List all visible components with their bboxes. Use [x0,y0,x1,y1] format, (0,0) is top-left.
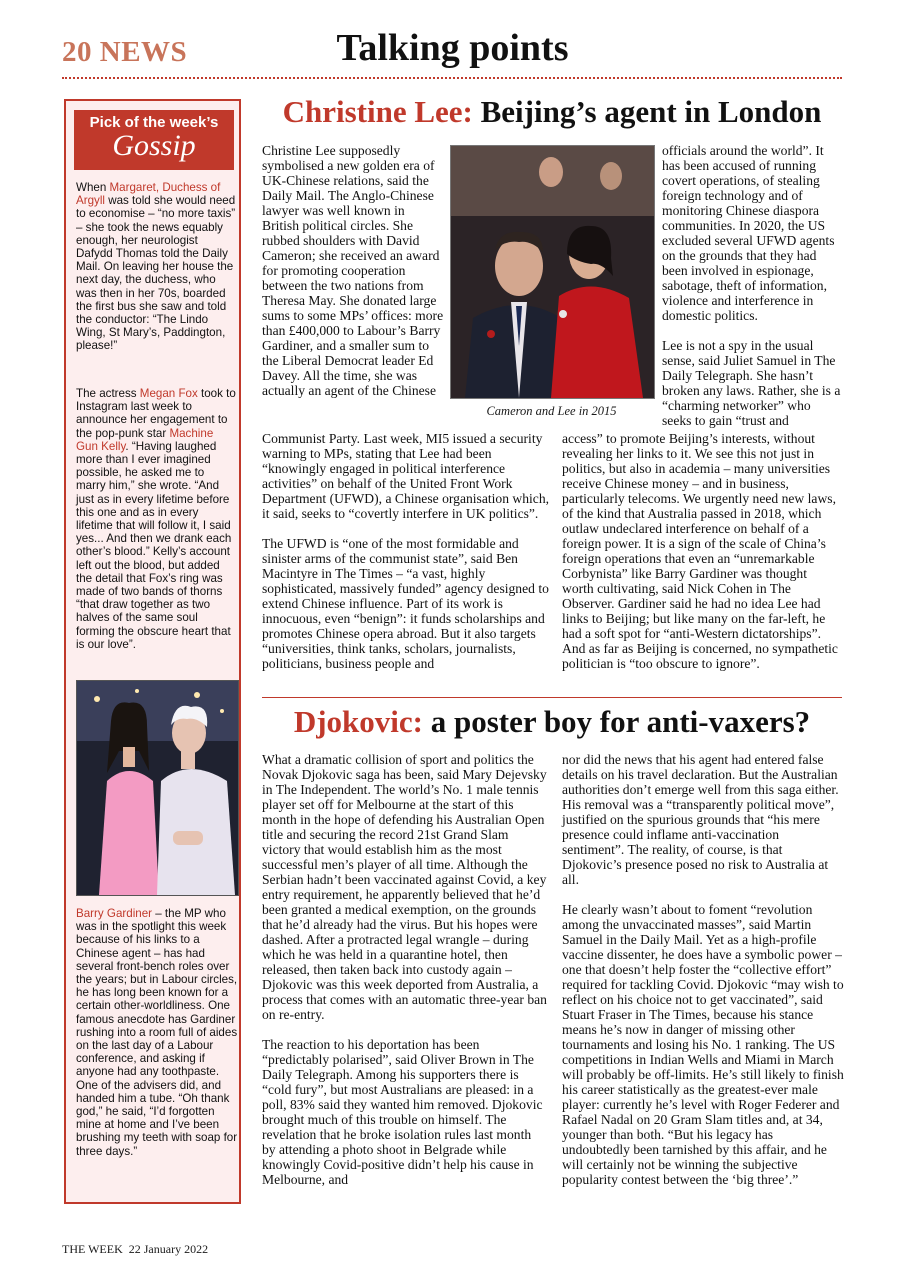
gossip-text: took to Instagram last week to announce her engagement to the pop-punk star [76,387,236,440]
header-divider [62,77,842,79]
page-footer: THE WEEK 22 January 2022 [62,1242,209,1256]
paragraph: The UFWD is “one of the most formidable and sinister arms of the communist state”, said Ben Macintyre in The Times – “a vast, highly sophisticated, massively funded” agency designed to extend Chinese influence. Part of its work is innocuous, even “benign”: it funds scholarships and promotes Chinese opera abroad. But it also targets “universities, think tanks, scholars, journalists, politicians, business people and [262,536,549,671]
gossip-item-gardiner [76,907,238,1158]
gossip-text: – the MP who was in the spotlight this week because of his links to a Chinese agent – has had several front-bench roles over the years; but in Labour circles, he has long been known for a certain other-worldliness. One famous anecdote has Gardiner rushing into a room full of aides on the last day of a Labour conference, and asking if anyone had any toothpaste. One of the advisers did, and handed him a tube. “Oh thank god,” he said, “I’d forgotten mine at home and I’ve been brushing my teeth with soap for three days.” [76,907,238,1158]
headline-rest: Beijing’s agent in London [472,94,822,129]
gossip-name-highlight: Margaret, Duchess of Argyll [76,181,221,208]
paragraph: What a dramatic collision of sport and politics the Novak Djokovic saga has been, said Mary Dejevsky in The Independent. The world’s No. 1 male tennis player set off for Melbourne at the start of this month in the hope of defending his Australian Open title and securing the record 21st Grand Slam victory that would establish him as the most successful men’s player of all time. Although the Serbian hadn’t been vaccinated against Covid, a key entry requirement, he apparently believed that he’d been granted a medical exemption, on the grounds that he’d already had the virus. But his hopes were dashed. After a protracted legal wrangle – during which he was held in a quarantine hotel, then released, then taken back into custody again – Djokovic was this week deported from Australia, a process that comes with an automatic three-year ban on re-entry. [262,752,547,1022]
paragraph: officials around the world”. It has been accused of running covert operations, of stealing foreign technology and of monitoring Chinese diaspora communities. In 2020, the US excluded several UFWD agents on the grounds that they had been involved in espionage, sabotage, theft of information, violence and interference in domestic politics. [662,143,835,323]
page-title: Talking points [336,27,569,69]
gossip-pick-label: Pick of the week’s [89,114,219,131]
paragraph: Lee is not a spy in the usual sense, said Juliet Samuel in The Daily Telegraph. She hasn’t broken any laws. Rather, she is a “charming networker” who seeks to gain “trust and [662,338,841,428]
cameron-lee-photo [450,145,655,399]
paragraph: nor did the news that his agent had entered false details on his travel declaration. But the Australian authorities don’t emerge well from this saga either. His removal was a “transparently political move”, justified on the spurious grounds that “his mere presence could inflame anti-vaccination sentiment”. The reality, of course, is that Djokovic’s presence posed no risk to Australia at all. [562,752,839,887]
article1-column1-top: Christine Lee supposedly symbolised a new golden era of UK-Chinese relations, said the Daily Mail. The Anglo-Chinese lawyer was well known in British political circles. She rubbed shoulders with David Cameron; she received an award for promoting cooperation between the two nations from Theresa May. She donated large sums to some MPs’ offices: more than £400,000 to Labour’s Barry Gardiner, and a smaller sum to the Liberal Democrat leader Ed Davey. All the time, she was actually an agent of the Chinese [262,143,444,398]
gossip-text: . “Having laughed more than I ever imagined possible, he asked me to marry him,” she wrote. “And just as in every lifetime before this one and as in every lifetime that will follow it, I said yes... And then we drank each other’s blood.” Kelly’s account left out the blood, but added the detail that Fox’s ring was made of two bands of thorns “that draw together as two halves of the same soul forming the obscure heart that is our love”. [76,439,232,651]
gossip-text: was told she would need to economise – “no more taxis” – she took the news equably enough, her neurologist Dafydd Thomas told the Daily Mail. On leaving her house the next day, the duchess, who was then in her 70s, boarded the first bus she saw and told the conductor: “The Lindo Wing, St Mary’s, Paddington, please!” [76,194,236,353]
headline-subject: Christine Lee: [282,94,473,129]
paragraph: Communist Party. Last week, MI5 issued a security warning to MPs, stating that Lee had been “knowingly engaged in political interference activities” on behalf of the United Front Work Department (UFWD), a Chinese organisation which, it said, seeks to “covertly interfere in UK politics”. [262,431,550,521]
gossip-banner [74,110,234,170]
paragraph: The reaction to his deportation has been “predictably polarised”, said Oliver Brown in The Daily Telegraph. Among his supporters there is “cold fury”, but most Australians are pleased: in a poll, 83% said they wanted him removed. Djokovic brought much of this trouble on himself. The revelation that he broke isolation rules last month by attending a photo shoot in Belgrade while knowingly Covid-positive didn’t help his cause in Melbourne, and [262,1037,543,1187]
cameron-lee-illustration [451,146,654,398]
article2-column1 [262,752,547,1187]
article-headline-christine-lee [262,94,842,130]
paragraph: He clearly wasn’t about to foment “revolution among the unvaccinated masses”, said Martin Samuel in the Daily Mail. Yet as a high-profile vaccine dissenter, he does have a symbolic power – one that doesn’t help foster the “collective effort” required for tackling Covid. Djokovic “may wish to reflect on his choice not to get vaccinated”, said Stuart Fraser in The Times, because his stance means he’s now in danger of missing other tournaments and losing his No. 1 ranking. The US competitions in Indian Wells and Miami in March will probably be off-limits. He’s still likely to finish his career statistically as the greatest-ever male player: currently he’s level with Roger Federer and Rafael Nadal on 20 Gram Slam titles and, at 34, younger than both. “But his legacy has undoubtedly been tarnished by this affair, and he will certainly not be winning the subjective popularity contest between the ‘big three’.” [562,902,844,1187]
fox-kelly-photo [76,680,239,896]
gossip-name-highlight: Machine Gun Kelly [76,426,214,453]
fox-kelly-illustration [77,681,238,895]
article-divider [262,697,842,698]
gossip-title: Gossip [112,129,196,162]
gossip-name-highlight: Barry Gardiner [76,907,153,920]
gossip-name-highlight: Megan Fox [139,387,198,400]
gossip-item-duchess [76,181,236,353]
article1-column2-top [662,143,842,428]
section-name: NEWS [99,36,188,68]
headline-subject: Djokovic: [293,704,423,739]
article1-column1-bottom [262,431,552,671]
article-headline-djokovic [262,704,842,740]
photo-caption: Cameron and Lee in 2015 [486,404,617,418]
page-number: 20 [62,36,92,68]
article2-column2 [562,752,844,1187]
gossip-text: The actress [76,387,140,400]
gossip-item-megan-fox [76,387,236,651]
article1-column2-bottom: access” to promote Beijing’s interests, without revealing her links to it. We see this not just in politics, but also in academia – many universities receive Chinese money – and in business, particularly telecoms. We urgently need new laws, of the kind that Australia passed in 2018, which outlaw undeclared interference on behalf of a foreign power. It is a sign of the scale of China’s foreign operations that even an “unremarkable Corbynista” like Barry Gardiner was thought worth cultivating, said Nick Cohen in The Observer. Gardiner said he had no idea Lee had links to Beijing; but like many on the far-left, he had a soft spot for “anti-Western dictatorships”. And as far as Beijing is concerned, no sympathetic politician is “too obscure to ignore”. [562,431,838,671]
gossip-text: When [76,181,110,194]
headline-rest: a poster boy for anti-vaxers? [422,704,811,739]
